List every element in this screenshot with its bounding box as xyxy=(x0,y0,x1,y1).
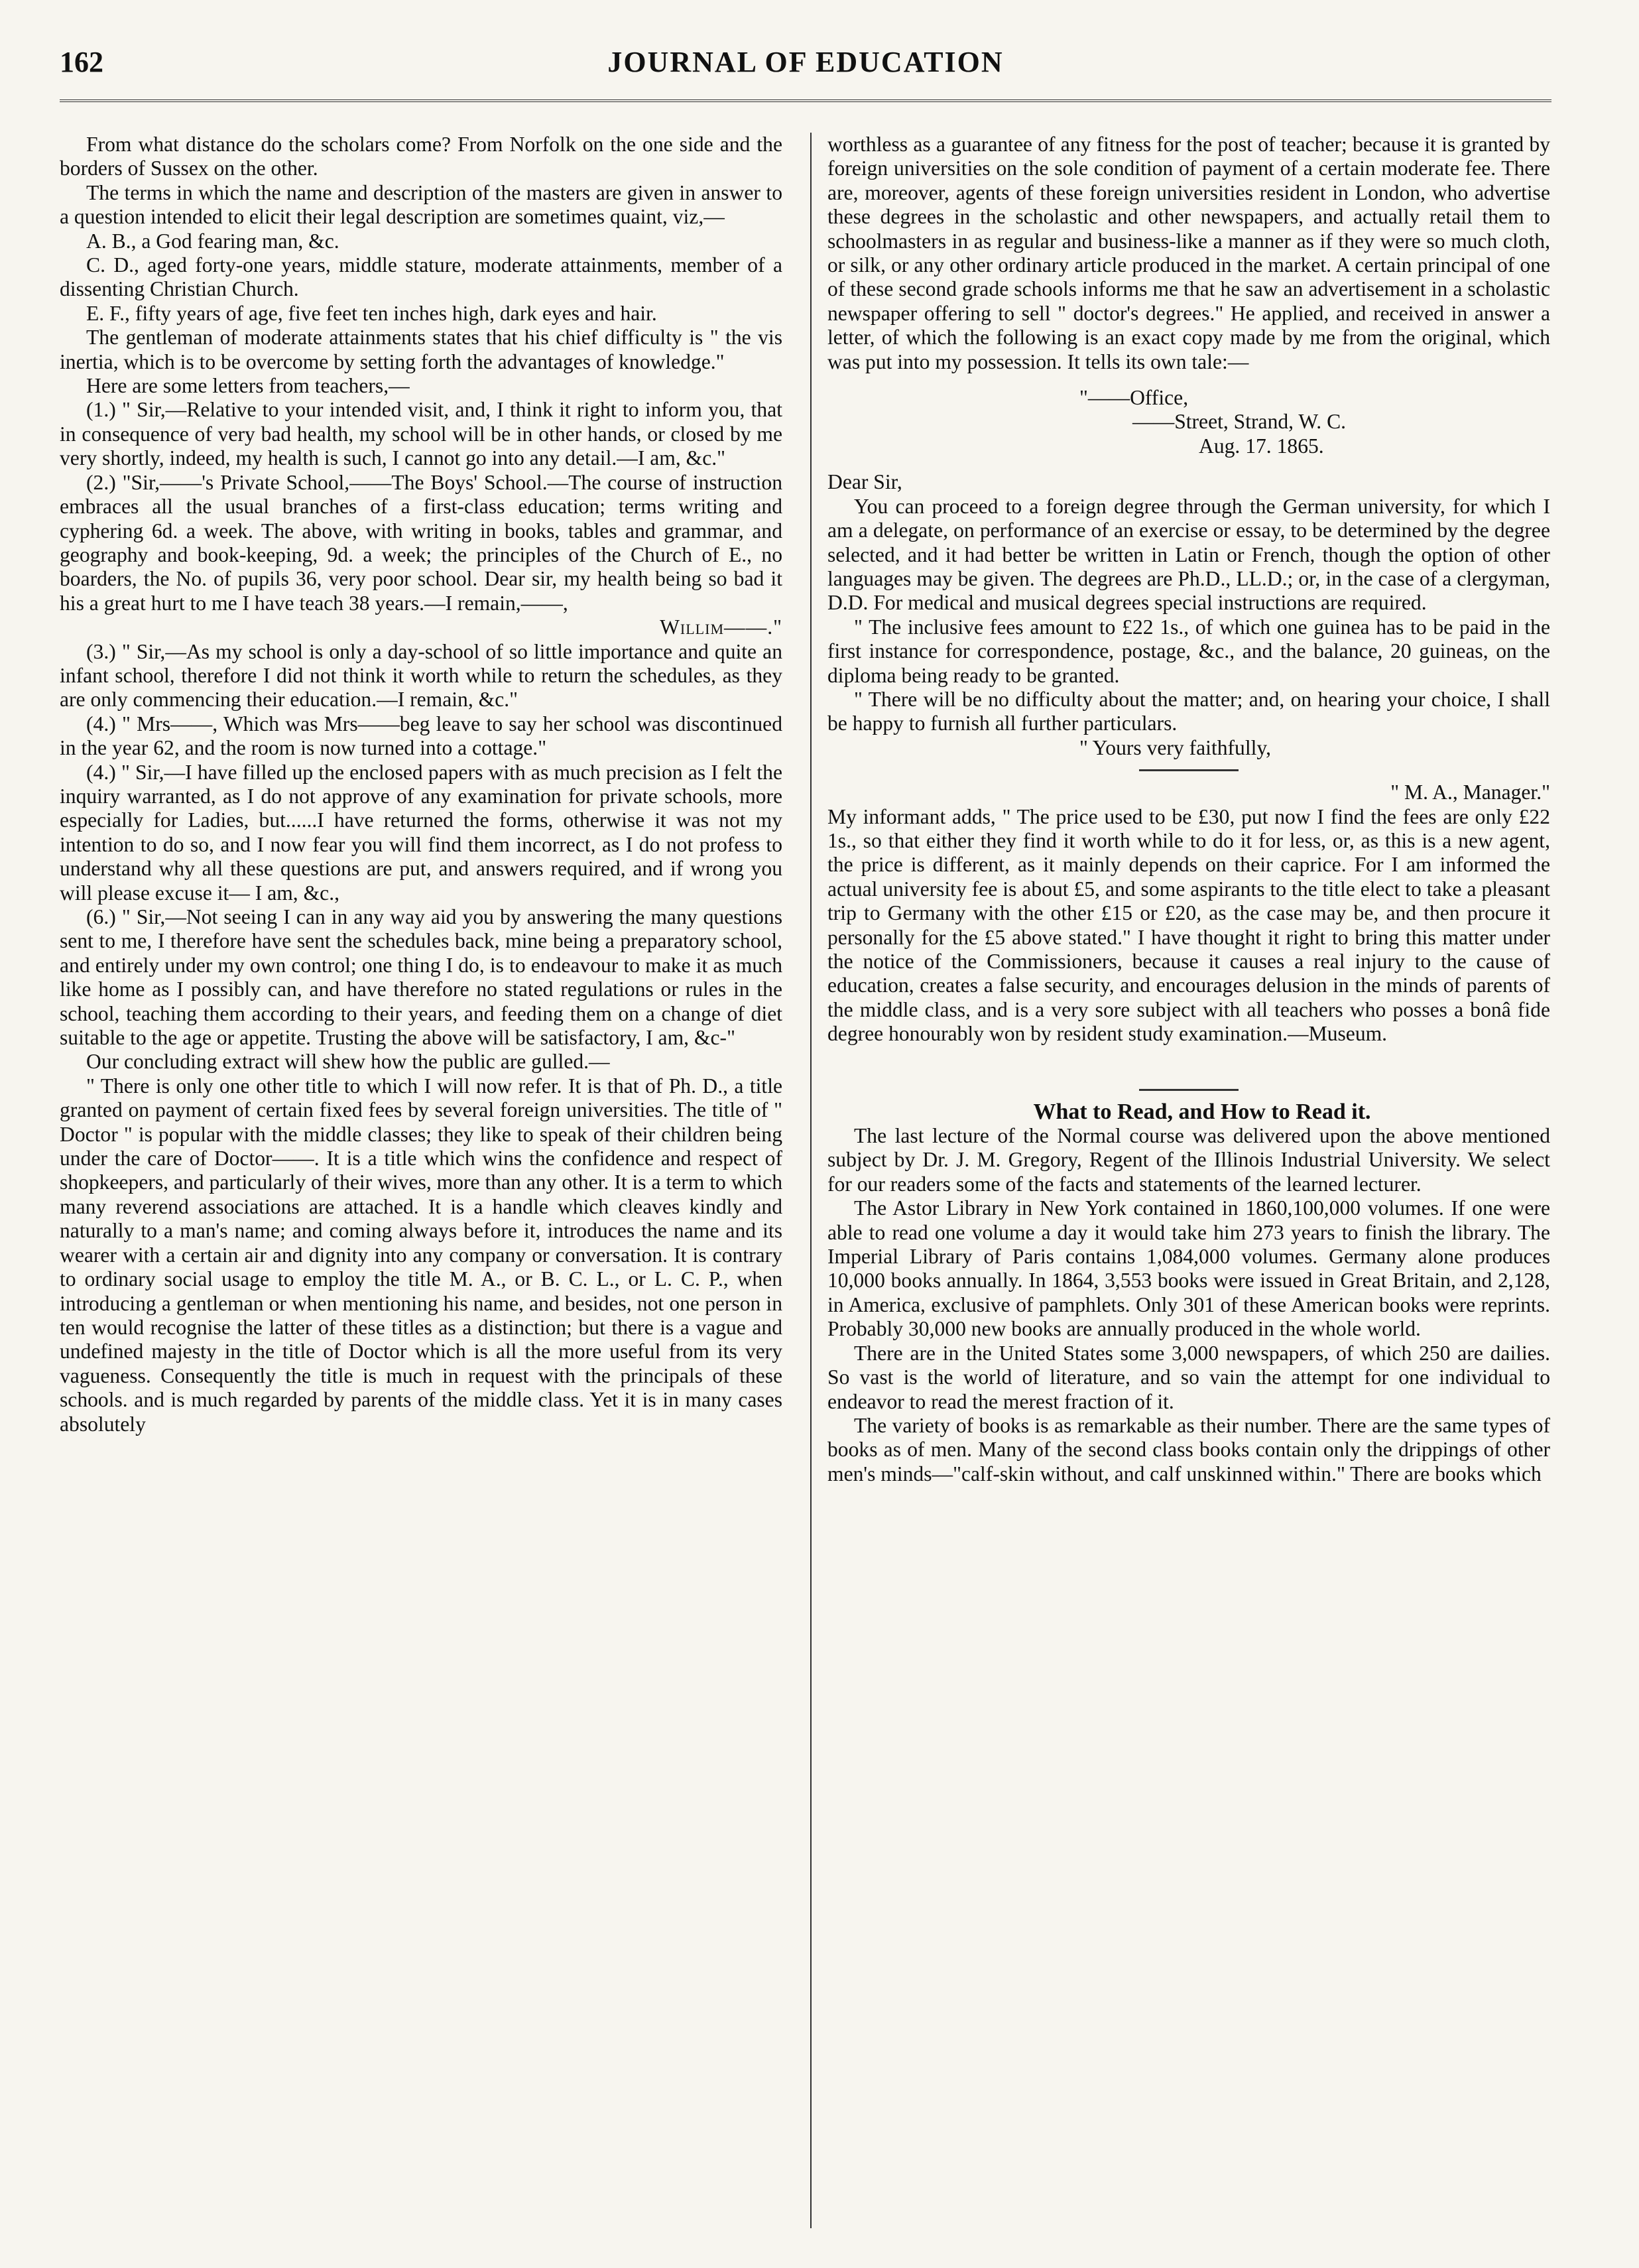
letter-6: (6.) " Sir,—Not seeing I can in any way aid you by answering the many questions sent to me, I therefore have sent the schedules back, mine being a preparatory school, and entirely under my own control; one thing I do, is to endeavour to make it as much like home as I possibly can, and have therefore no stated regulations or rules in the school, teaching them according to their years, and feeding them on a change of diet suitable to the age or appetite. Trusting the above will be satisfactory, I am, &c-" xyxy=(60,905,782,1050)
letter-signature: " M. A., Manager." xyxy=(1390,781,1550,804)
paragraph: You can proceed to a foreign degree through the German university, for which I am a delegate, on performance of an exercise or essay, to be determined by the degree selected, and it had better be written in Latin or French, though the option of other languages may be given. The degrees are Ph.D., LL.D.; or, in the case of a clergyman, D.D. For medical and musical degrees special instructions are required. xyxy=(827,494,1550,615)
section-title: What to Read, and How to Read it. xyxy=(1033,1099,1371,1124)
letter-closing: " Yours very faithfully, xyxy=(1079,735,1272,759)
letter-3: (3.) " Sir,—As my school is only a day-school of so little importance and quite an infant school, therefore I did not think it worth while to return the schedules, as they are only commencing their education.—I remain, &c." xyxy=(60,639,782,712)
paragraph: " There is only one other title to which I will now refer. It is that of Ph. D., a title granted on payment of certain fixed fees by several foreign universities. The title of " Doctor " is popular with the middle classes; they like to speak of their children being under the care of Doctor——. It is a title which wins the confidence and respect of shopkeepers, and particularly of their wives, more than any other. It is a term to which many reverend associations are attached. It is a handle which cleaves kindly and naturally to a man's name; and coming always before it, introduces the name and its wearer with a certain air and dignity into any company or conversation. It is contrary to ordinary social usage to employ the title M. A., or B. C. L., or L. C. P., when introducing a gentleman or when mentioning his name, and besides, not one person in ten would recognise the latter of these titles as a distinction; but there is a vague and undefined majesty in the title of Doctor which is all the more useful from its very vagueness. Consequently the title is much in request with the principals of these schools. and is much regarded by parents of the middle class. Yet it is in many cases absolutely xyxy=(60,1074,782,1436)
page-header xyxy=(60,45,1551,92)
page-number: 162 xyxy=(60,46,103,78)
paragraph: The terms in which the name and description of the masters are given in answer to a question intended to elicit their legal description are sometimes quaint, viz,— xyxy=(60,180,782,229)
section-rule xyxy=(1139,1089,1239,1091)
paragraph: " There will be no difficulty about the matter; and, on hearing your choice, I shall be happy to furnish all further particulars. xyxy=(827,687,1550,735)
paragraph: Our concluding extract will shew how the public are gulled.— xyxy=(86,1050,610,1074)
paragraph: worthless as a guarantee of any fitness for the post of teacher; because it is granted by foreign universities on the sole condition of payment of a certain moderate fee. There are, moreover, agents of these foreign universities resident in London, who advertise these degrees in the scholastic and other newspapers, and actually retail them to schoolmasters in as regular and business-like a manner as if they were so much cloth, or silk, or any other ordinary article produced in the market. A certain principal of one of these second grade schools informs me that he saw an advertisement in a scholastic newspaper offering to sell " doctor's degrees." He applied, and received in answer a letter, of which the following is an exact copy made by me from the original, which was put into my possession. It tells its own tale:— xyxy=(827,133,1550,373)
letter-address-street: ——Street, Strand, W. C. xyxy=(1132,410,1347,434)
paragraph: C. D., aged forty-one years, middle stature, moderate attainments, member of a dissenting Christian Church. xyxy=(60,253,782,301)
divider-rule xyxy=(1139,769,1239,771)
header-rule xyxy=(60,99,1551,102)
paragraph: E. F., fifty years of age, five feet ten inches high, dark eyes and hair. xyxy=(86,301,657,325)
paragraph: The gentleman of moderate attainments states that his chief difficulty is " the vis inertia, which is to be overcome by setting forth the advantages of knowledge." xyxy=(60,326,782,373)
paragraph: From what distance do the scholars come? From Norfolk on the one side and the borders of Sussex on the other. xyxy=(60,133,782,180)
column-divider xyxy=(810,133,812,2228)
letter-2: (2.) "Sir,——'s Private School,——The Boys' School.—The course of instruction embraces all the usual branches of a first-class education; terms writing and cyphering 6d. a week. The above, with writing in books, tables and grammar, and geography and book-keeping, 9d. a week; the principles of the Church of E., no boarders, the No. of pupils 36, very poor school. Dear sir, my health being so bad it his a great hurt to me I have teach 38 years.—I remain,——, xyxy=(60,470,782,615)
left-column xyxy=(60,133,782,2222)
paragraph: The last lecture of the Normal course was delivered upon the above mentioned subject by Dr. J. M. Gregory, Regent of the Illinois Industrial University. We select for our readers some of the facts and statements of the learned lecturer. xyxy=(827,1124,1550,1196)
letter-date: Aug. 17. 1865. xyxy=(1199,434,1324,458)
letter-address-office: "——Office, xyxy=(1079,386,1189,410)
paragraph: There are in the United States some 3,000 newspapers, of which 250 are dailies. So vast is the world of literature, and so vain the attempt for one individual to endeavor to read the merest fraction of it. xyxy=(827,1341,1550,1413)
running-title: JOURNAL OF EDUCATION xyxy=(607,46,1004,78)
letter-4: (4.) " Mrs——, Which was Mrs——beg leave to say her school was discontinued in the year 62, and the room is now turned into a cottage." xyxy=(60,712,782,760)
letter-salutation: Dear Sir, xyxy=(827,470,902,494)
paragraph: Here are some letters from teachers,— xyxy=(86,374,410,398)
letter-1: (1.) " Sir,—Relative to your intended visit, and, I think it right to inform you, that in consequence of very bad health, my school will be in other hands, or closed by me very shortly, indeed, my health is such, I cannot go into any detail.—I am, &c." xyxy=(60,398,782,470)
right-column xyxy=(827,133,1550,2222)
paragraph: A. B., a God fearing man, &c. xyxy=(86,229,339,253)
paragraph: The Astor Library in New York contained in 1860,100,000 volumes. If one were able to read one volume a day it would take him 273 years to finish the library. The Imperial Library of Paris contains 1,084,000 volumes. Germany alone produces 10,000 books annually. In 1864, 3,553 books were issued in Great Britain, and 2,128, in America, exclusive of pamphlets. Only 301 of these American books were reprints. Probably 30,000 new books are annually produced in the whole world. xyxy=(827,1196,1550,1341)
letter-5: (4.) " Sir,—I have filled up the enclosed papers with as much precision as I felt the inquiry warranted, as I do not approve of any examination for private schools, more especially for Ladies, but......I have returned the forms, otherwise it was not my intention to do so, and I now fear you will find them incorrect, as I do not profess to understand why all these questions are put, and answers required, and if wrong you will please excuse it— I am, &c., xyxy=(60,760,782,905)
paragraph: My informant adds, " The price used to be £30, put now I find the fees are only £22 1s., so that either they find it worth while to do it for less, or, as this is a new agent, the price is different, as it mainly depends on their caprice. For I am informed the actual university fee is about £5, and some aspirants to the title elect to take a pleasant trip to Germany with the other £15 or £20, as the case may be, and then procure it personally for the £5 above stated." I have thought it right to bring this matter under the notice of the Commissioners, because it causes a real injury to the cause of education, creates a false security, and encourages delusion in the minds of parents of the middle class, and is a very sore subject with all teachers who posses a bonâ fide degree honourably won by resident study examination.—Museum. xyxy=(827,804,1550,1046)
paragraph: " The inclusive fees amount to £22 1s., of which one guinea has to be paid in the first instance for correspondence, postage, &c., and the balance, 20 guineas, on the diploma being ready to be granted. xyxy=(827,615,1550,687)
paragraph: The variety of books is as remarkable as their number. There are the same types of books as of men. Many of the second class books contain only the drippings of other men's minds—"calf-skin without, and calf unskinned within." There are books which xyxy=(827,1413,1550,1485)
letter-2-signature: Willim——." xyxy=(660,615,782,639)
